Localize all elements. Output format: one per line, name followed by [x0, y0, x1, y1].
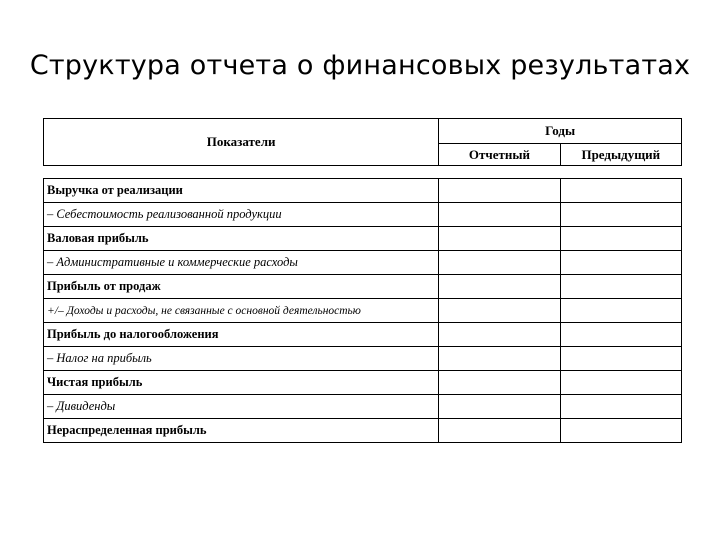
previous-value-cell — [560, 179, 681, 203]
table-row — [44, 347, 682, 371]
previous-value-cell — [560, 227, 681, 251]
previous-value-cell — [560, 395, 681, 419]
row-label: Чистая прибыль — [44, 371, 439, 395]
row-label: Прибыль до налогообложения — [44, 323, 439, 347]
row-label: +/– Доходы и расходы, не связанные с основной деятельностью — [44, 299, 439, 323]
table-row — [44, 251, 682, 275]
previous-value-cell — [560, 323, 681, 347]
table-row — [44, 203, 682, 227]
table-row — [44, 395, 682, 419]
table-row — [44, 227, 682, 251]
header-reporting-year: Отчетный — [439, 144, 560, 166]
financial-results-table — [43, 178, 682, 443]
table-row — [44, 419, 682, 443]
table-row — [44, 179, 682, 203]
previous-value-cell — [560, 419, 681, 443]
reporting-value-cell — [439, 275, 560, 299]
reporting-value-cell — [439, 371, 560, 395]
row-label: – Налог на прибыль — [44, 347, 439, 371]
previous-value-cell — [560, 347, 681, 371]
slide-title: Структура отчета о финансовых результатах — [29, 50, 691, 81]
table-row — [44, 275, 682, 299]
reporting-value-cell — [439, 347, 560, 371]
header-previous-year: Предыдущий — [560, 144, 681, 166]
reporting-value-cell — [439, 323, 560, 347]
reporting-value-cell — [439, 227, 560, 251]
header-years: Годы — [439, 119, 682, 144]
table-row — [44, 371, 682, 395]
previous-value-cell — [560, 299, 681, 323]
previous-value-cell — [560, 275, 681, 299]
reporting-value-cell — [439, 203, 560, 227]
reporting-value-cell — [439, 251, 560, 275]
reporting-value-cell — [439, 179, 560, 203]
previous-value-cell — [560, 251, 681, 275]
row-label: Выручка от реализации — [44, 179, 439, 203]
table-header — [43, 118, 682, 166]
table-body — [44, 179, 682, 443]
previous-value-cell — [560, 371, 681, 395]
previous-value-cell — [560, 203, 681, 227]
reporting-value-cell — [439, 299, 560, 323]
row-label: – Административные и коммерческие расходы — [44, 251, 439, 275]
table-row — [44, 323, 682, 347]
reporting-value-cell — [439, 419, 560, 443]
table-row — [44, 299, 682, 323]
row-label: Прибыль от продаж — [44, 275, 439, 299]
row-label: Валовая прибыль — [44, 227, 439, 251]
row-label: – Дивиденды — [44, 395, 439, 419]
row-label: Нераспределенная прибыль — [44, 419, 439, 443]
row-label: – Себестоимость реализованной продукции — [44, 203, 439, 227]
header-indicators: Показатели — [44, 119, 439, 166]
reporting-value-cell — [439, 395, 560, 419]
